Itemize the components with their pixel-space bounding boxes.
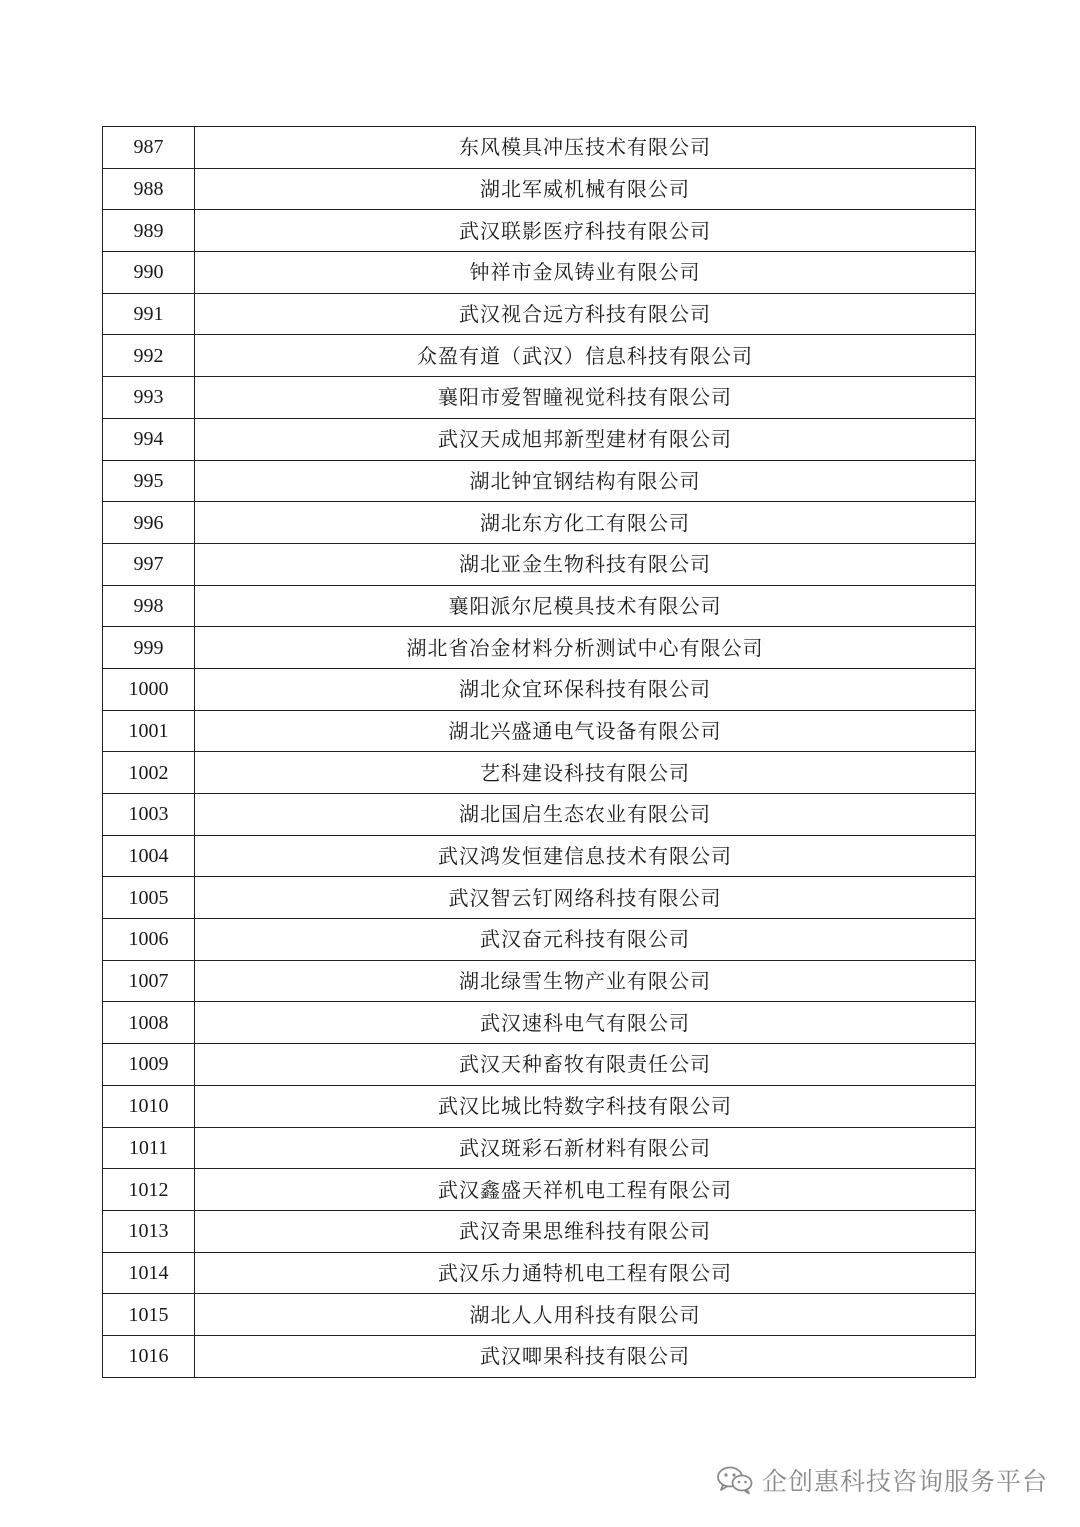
row-number: 1007 bbox=[103, 960, 195, 1002]
company-name: 武汉奋元科技有限公司 bbox=[195, 919, 976, 961]
table-row bbox=[103, 1044, 976, 1086]
table-row bbox=[103, 919, 976, 961]
company-name: 武汉鑫盛天祥机电工程有限公司 bbox=[195, 1169, 976, 1211]
company-name: 武汉速科电气有限公司 bbox=[195, 1002, 976, 1044]
row-number: 988 bbox=[103, 168, 195, 210]
table-row bbox=[103, 960, 976, 1002]
table-row bbox=[103, 293, 976, 335]
table-row bbox=[103, 752, 976, 794]
row-number: 1001 bbox=[103, 710, 195, 752]
row-number: 990 bbox=[103, 252, 195, 294]
row-number: 1008 bbox=[103, 1002, 195, 1044]
company-name: 湖北东方化工有限公司 bbox=[195, 502, 976, 544]
row-number: 1010 bbox=[103, 1085, 195, 1127]
row-number: 1005 bbox=[103, 877, 195, 919]
row-number: 994 bbox=[103, 418, 195, 460]
wechat-icon bbox=[716, 1465, 754, 1495]
company-name: 湖北国启生态农业有限公司 bbox=[195, 794, 976, 836]
table-row bbox=[103, 543, 976, 585]
table-row bbox=[103, 502, 976, 544]
company-name: 武汉斑彩石新材料有限公司 bbox=[195, 1127, 976, 1169]
company-name: 武汉视合远方科技有限公司 bbox=[195, 293, 976, 335]
company-name: 东风模具冲压技术有限公司 bbox=[195, 127, 976, 169]
table-row bbox=[103, 418, 976, 460]
row-number: 998 bbox=[103, 585, 195, 627]
table-row bbox=[103, 252, 976, 294]
row-number: 1011 bbox=[103, 1127, 195, 1169]
company-name: 湖北亚金生物科技有限公司 bbox=[195, 543, 976, 585]
company-name: 武汉乐力通特机电工程有限公司 bbox=[195, 1252, 976, 1294]
company-name: 钟祥市金凤铸业有限公司 bbox=[195, 252, 976, 294]
table-row bbox=[103, 1127, 976, 1169]
company-name: 襄阳派尔尼模具技术有限公司 bbox=[195, 585, 976, 627]
table-row bbox=[103, 1210, 976, 1252]
row-number: 1012 bbox=[103, 1169, 195, 1211]
table-row bbox=[103, 1335, 976, 1377]
table-row bbox=[103, 710, 976, 752]
company-name: 武汉比城比特数字科技有限公司 bbox=[195, 1085, 976, 1127]
company-list-body bbox=[103, 127, 976, 1378]
row-number: 1016 bbox=[103, 1335, 195, 1377]
company-name: 武汉天成旭邦新型建材有限公司 bbox=[195, 418, 976, 460]
table-row bbox=[103, 377, 976, 419]
watermark bbox=[716, 1462, 1048, 1498]
row-number: 989 bbox=[103, 210, 195, 252]
company-name: 众盈有道（武汉）信息科技有限公司 bbox=[195, 335, 976, 377]
table-row bbox=[103, 668, 976, 710]
table-row bbox=[103, 1085, 976, 1127]
company-name: 武汉唧果科技有限公司 bbox=[195, 1335, 976, 1377]
company-name: 湖北钟宜钢结构有限公司 bbox=[195, 460, 976, 502]
row-number: 1000 bbox=[103, 668, 195, 710]
company-name: 襄阳市爱智瞳视觉科技有限公司 bbox=[195, 377, 976, 419]
watermark-text: 企创惠科技咨询服务平台 bbox=[761, 1467, 1048, 1496]
table-row bbox=[103, 835, 976, 877]
table-row bbox=[103, 127, 976, 169]
row-number: 1003 bbox=[103, 794, 195, 836]
row-number: 993 bbox=[103, 377, 195, 419]
table-row bbox=[103, 877, 976, 919]
row-number: 997 bbox=[103, 543, 195, 585]
row-number: 1015 bbox=[103, 1294, 195, 1336]
company-name: 湖北众宜环保科技有限公司 bbox=[195, 668, 976, 710]
company-name: 湖北人人用科技有限公司 bbox=[195, 1294, 976, 1336]
company-name: 武汉奇果思维科技有限公司 bbox=[195, 1210, 976, 1252]
company-name: 武汉天种畜牧有限责任公司 bbox=[195, 1044, 976, 1086]
table-row bbox=[103, 585, 976, 627]
table-row bbox=[103, 210, 976, 252]
row-number: 996 bbox=[103, 502, 195, 544]
row-number: 1014 bbox=[103, 1252, 195, 1294]
table-row bbox=[103, 1294, 976, 1336]
row-number: 1004 bbox=[103, 835, 195, 877]
company-name: 湖北省冶金材料分析测试中心有限公司 bbox=[195, 627, 976, 669]
row-number: 987 bbox=[103, 127, 195, 169]
company-name: 武汉智云钉网络科技有限公司 bbox=[195, 877, 976, 919]
company-name: 湖北绿雪生物产业有限公司 bbox=[195, 960, 976, 1002]
company-name: 武汉联影医疗科技有限公司 bbox=[195, 210, 976, 252]
row-number: 1009 bbox=[103, 1044, 195, 1086]
table-row bbox=[103, 335, 976, 377]
table-row bbox=[103, 1169, 976, 1211]
company-name: 湖北军威机械有限公司 bbox=[195, 168, 976, 210]
company-list-table bbox=[102, 126, 976, 1378]
company-name: 湖北兴盛通电气设备有限公司 bbox=[195, 710, 976, 752]
table-row bbox=[103, 794, 976, 836]
table-row bbox=[103, 1002, 976, 1044]
table-row bbox=[103, 168, 976, 210]
company-name: 艺科建设科技有限公司 bbox=[195, 752, 976, 794]
company-name: 武汉鸿发恒建信息技术有限公司 bbox=[195, 835, 976, 877]
row-number: 992 bbox=[103, 335, 195, 377]
row-number: 991 bbox=[103, 293, 195, 335]
table-row bbox=[103, 460, 976, 502]
row-number: 1013 bbox=[103, 1210, 195, 1252]
table-row bbox=[103, 1252, 976, 1294]
row-number: 999 bbox=[103, 627, 195, 669]
table-row bbox=[103, 627, 976, 669]
row-number: 995 bbox=[103, 460, 195, 502]
row-number: 1002 bbox=[103, 752, 195, 794]
company-list-table-container bbox=[102, 126, 976, 1378]
row-number: 1006 bbox=[103, 919, 195, 961]
